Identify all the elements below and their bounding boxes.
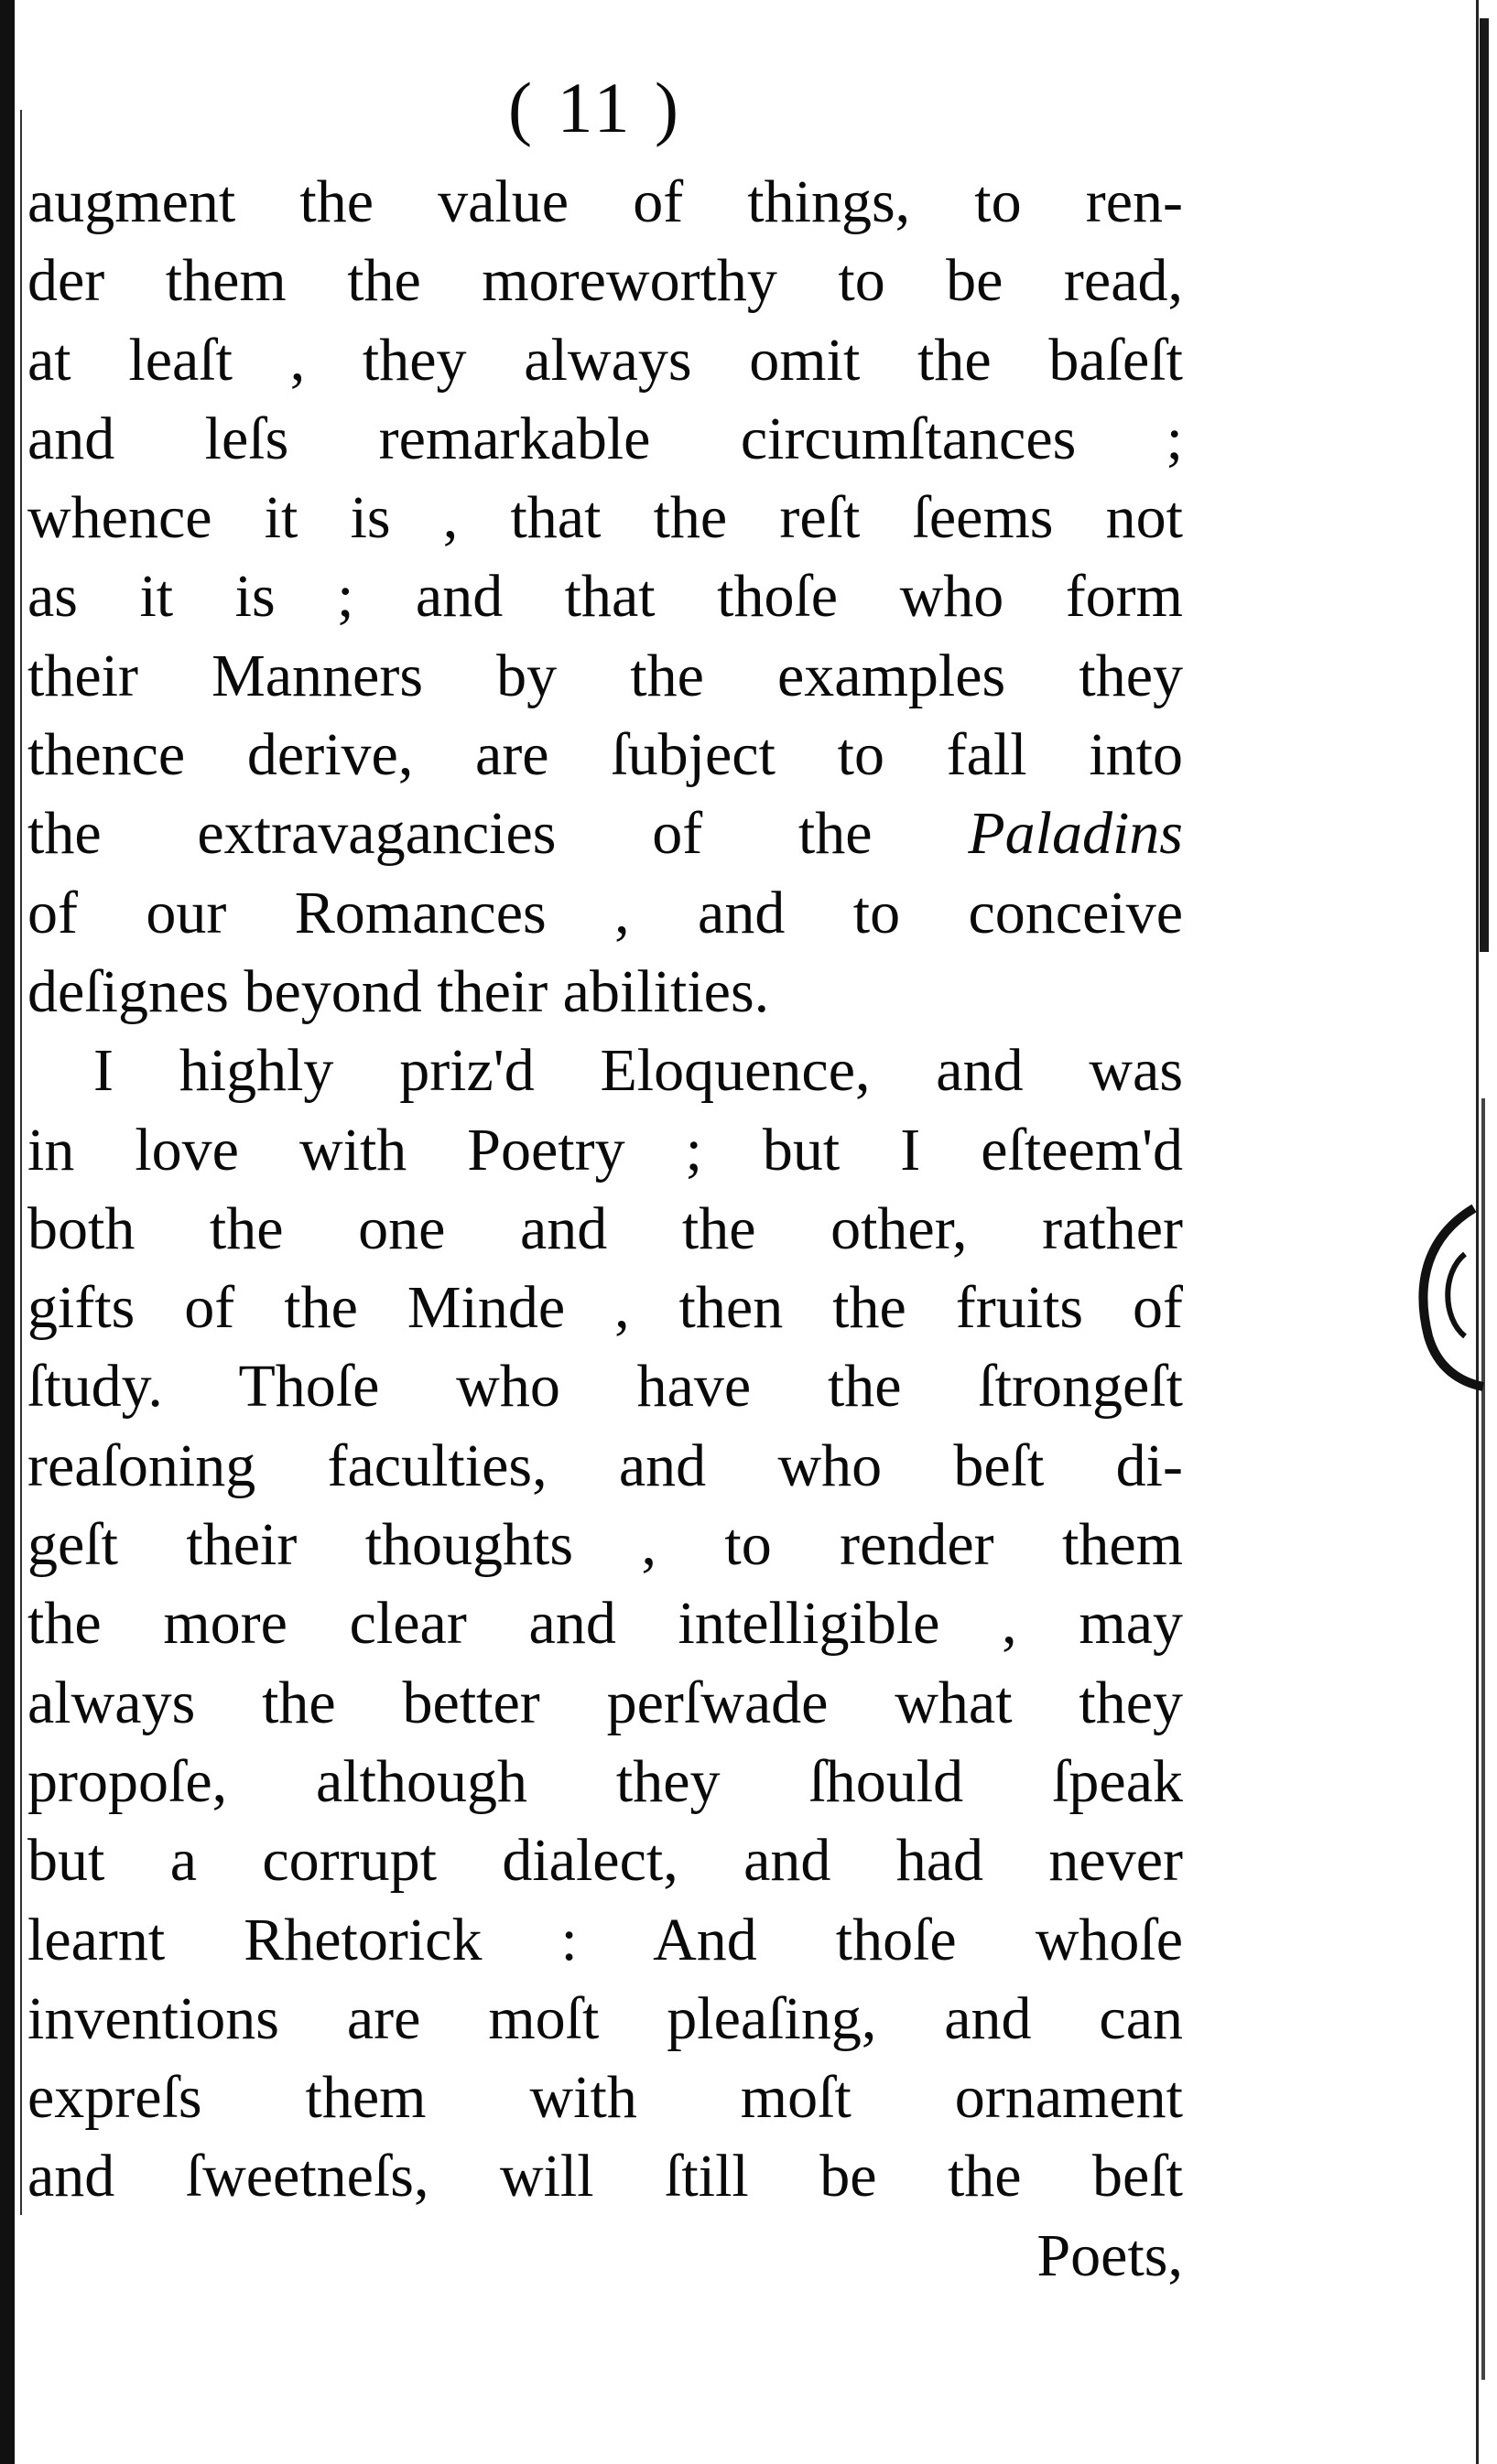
text-line: as it is ; and that thoſe who form xyxy=(27,563,1183,631)
text-line-with-italic xyxy=(27,794,1183,873)
text-line: of our Romances , and to conceive xyxy=(27,879,1183,946)
clasp-mark xyxy=(1410,1199,1492,1391)
page-number: ( 11 ) xyxy=(507,68,683,147)
text-line: whence it is , that the reſt ſeems not xyxy=(27,484,1183,552)
text-line: always the better perſwade what they xyxy=(27,1669,1183,1736)
text-line: their Manners by the examples they xyxy=(27,642,1183,709)
text-line: ſtudy. Thoſe who have the ſtrongeſt xyxy=(27,1353,1183,1421)
text-line: reaſoning faculties, and who beſt di- xyxy=(27,1432,1183,1499)
text-line: and leſs remarkable circumſtances ; xyxy=(27,405,1183,472)
text-line: der them the moreworthy to be read, xyxy=(27,247,1183,315)
text-line: both the one and the other, rather xyxy=(27,1194,1183,1262)
text-line: thence derive, are ſubject to fall into xyxy=(27,721,1183,789)
text-line: and ſweetneſs, will ſtill be the beſt xyxy=(27,2143,1183,2210)
text-run: the extravagancies of the xyxy=(27,800,969,868)
binding-shadow xyxy=(20,110,22,2215)
binding-edge xyxy=(0,0,15,2464)
text-line: expreſs them with moſt ornament xyxy=(27,2064,1183,2132)
text-line: gifts of the Minde , then the fruits of xyxy=(27,1274,1183,1342)
body-text xyxy=(27,163,1183,2296)
paragraph-start-line: I highly priz'd Eloquence, and was xyxy=(93,1037,1183,1105)
text-line: inventions are moſt pleaſing, and can xyxy=(27,1984,1183,2052)
text-line: augment the value of things, to ren- xyxy=(27,168,1183,235)
text-line: but a corrupt dialect, and had never xyxy=(27,1827,1183,1895)
catchword: Poets, xyxy=(1036,2221,1183,2289)
text-line: the more clear and intelligible , may xyxy=(27,1590,1183,1658)
italic-word: Paladins xyxy=(968,800,1183,868)
text-line: geſt their thoughts , to render them xyxy=(27,1511,1183,1579)
text-line: in love with Poetry ; but I eſteem'd xyxy=(27,1116,1183,1183)
text-line: propoſe, although they ſhould ſpeak xyxy=(27,1747,1183,1815)
facing-page-shadow xyxy=(1480,18,1489,952)
paragraph-end-line: deſignes beyond their abilities. xyxy=(27,957,770,1025)
text-line: at leaſt , they always omit the baſeſt xyxy=(27,326,1183,394)
text-line: learnt Rhetorick : And thoſe whoſe xyxy=(27,1906,1183,1973)
